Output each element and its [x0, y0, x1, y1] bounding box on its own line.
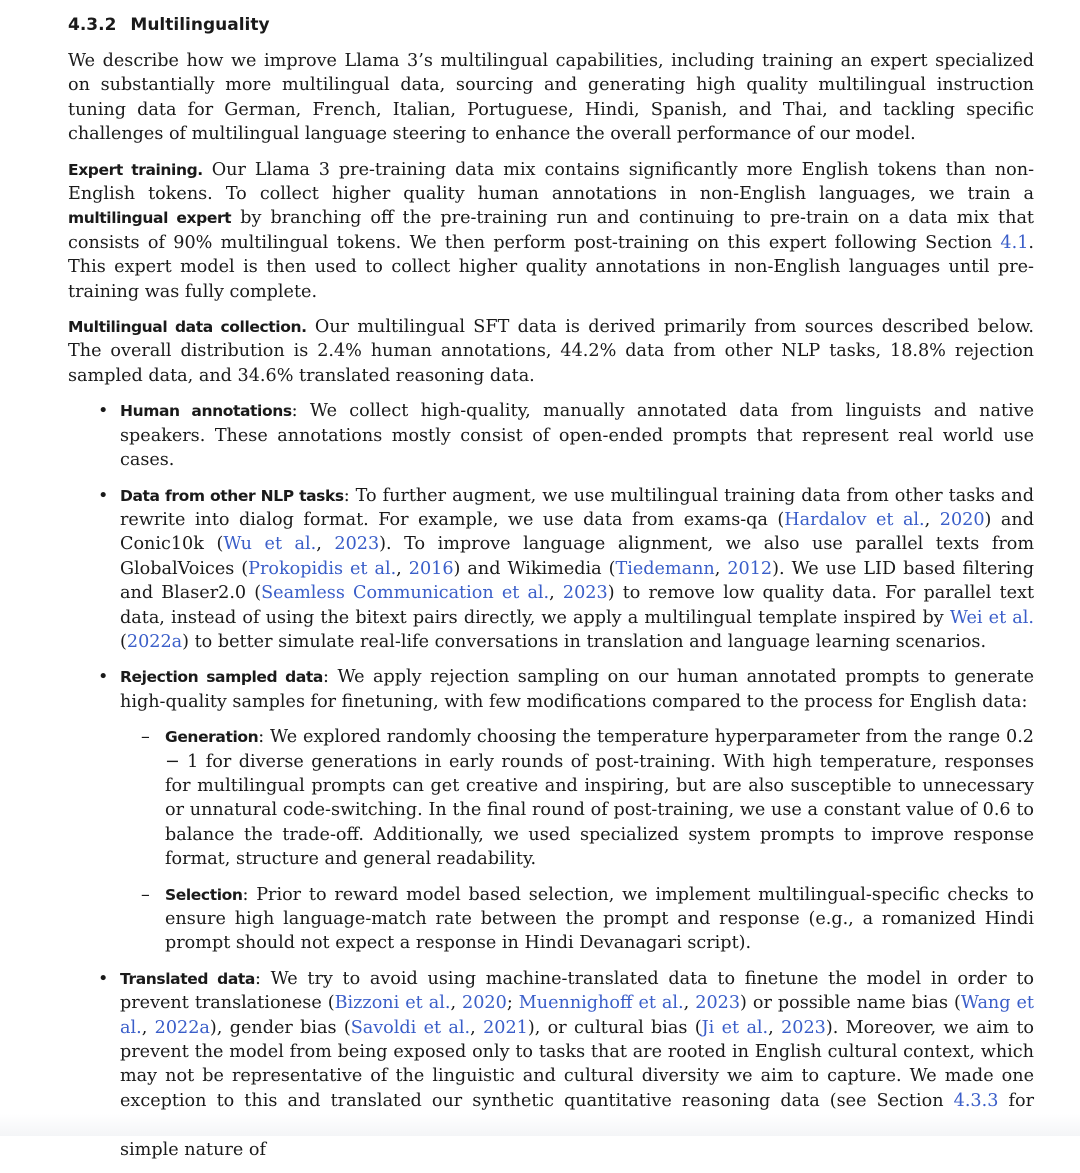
- citation-year-link[interactable]: 2021: [483, 1017, 528, 1038]
- sublist-item-selection: [141, 883, 1034, 956]
- translated-text: ). Moreover, we aim to prevent the model from being exposed only to tasks that are rooted in English cultural context, which may not be representative of the linguistic and cultural diversity we aim to capture. We made one exception to this and translated our synthetic quantitative reasoning data (see Section: [120, 1017, 1034, 1111]
- rejection-label: Rejection sampled data: [120, 668, 323, 687]
- rejection-sublist: [120, 725, 1034, 956]
- rejection-text: : We apply rejection sampling on our human annotated prompts to generate high-quality samples for finetuning, with few modifications compared to the process for English data:: [120, 667, 1034, 712]
- citation-link[interactable]: Savoldi et al.: [350, 1017, 471, 1038]
- paper-page: [68, 12, 1034, 1173]
- sublist-item-generation: [141, 725, 1034, 871]
- expert-training-text-2: by branching off the pre-training run and continuing to pre-train on a data mix that consists of 90% multilingual tokens. We then perform post-training on this expert following Section: [68, 208, 1034, 253]
- translated-text: for simple nature of: [120, 1090, 1035, 1160]
- dash-icon: –: [141, 727, 150, 748]
- citation-year-link[interactable]: 2016: [408, 558, 454, 579]
- bullet-icon: •: [98, 401, 109, 422]
- expert-training-paragraph: [68, 158, 1034, 304]
- section-ref-link[interactable]: 4.1: [1000, 232, 1029, 253]
- list-item-human-annotations: [98, 399, 1034, 472]
- citation-year-link[interactable]: 2012: [727, 558, 773, 579]
- expert-training-text-3: . This expert model is then used to collect higher quality annotations in non-English languages until pre-training was fully complete.: [68, 232, 1034, 302]
- citation-link[interactable]: Wei et al.: [949, 607, 1034, 628]
- human-annotations-label: Human annotations: [120, 402, 292, 421]
- citation-year-link[interactable]: 2020: [939, 509, 985, 530]
- translated-text: ), or cultural bias (: [527, 1017, 702, 1038]
- nlp-tasks-text: ). We use LID based filtering and Blaser2.0 (: [120, 558, 1034, 604]
- multilingual-expert-term: multilingual expert: [68, 209, 232, 228]
- list-item-rejection-sampled: [98, 665, 1034, 955]
- bottom-edge-shade: [0, 1114, 1080, 1136]
- citation-link[interactable]: Tiedemann: [615, 558, 715, 579]
- citation-link[interactable]: Bizzoni et al.: [334, 993, 451, 1014]
- list-item-nlp-tasks: • Data from other NLP tasks: To further augment, we use multilingual training data from other tasks and rewrite into dialog format. For example, we use data from exams-qa (Hardalov et al., 2020) and Conic10k (Wu et al., 2023). To improve language alignment, we also use parallel texts from GlobalVoices (Prokopidis et al., 2016) and Wikimedia (Tiedemann, 2012). We use LID based filtering and Blaser2.0 (Seamless Communication et al., 2023) to remove low quality data. For parallel text data, instead of using the bitext pairs directly, we apply a multilingual template inspired by Wei et al. (2022a) to better simulate real-life conversations in translation and language learning scenarios.: [98, 485, 1035, 652]
- data-collection-paragraph: [68, 315, 1034, 388]
- generation-text: : We explored randomly choosing the temperature hyperparameter from the range 0.2 − 1 for diverse generations in early rounds of post-training. With high temperature, responses for multilingual prompts can get creative and inspiring, but are also susceptible to unnecessary or unnatural code-switching. In the final round of post-training, we use a constant value of 0.6 to balance the trade-off. Additionally, we used specialized system prompts to improve response format, structure and general readability.: [165, 727, 1034, 870]
- citation-link[interactable]: Wu et al.: [223, 534, 317, 555]
- citation-year-link[interactable]: 2023: [334, 534, 380, 555]
- expert-training-text-1: Our Llama 3 pre-training data mix contains significantly more English tokens than non-English tokens. To collect higher quality human annotations in non-English languages, we train a: [68, 159, 1035, 205]
- citation-year-link[interactable]: 2023: [781, 1017, 826, 1038]
- citation-year-link[interactable]: 2023: [562, 583, 608, 604]
- citation-link[interactable]: Prokopidis et al.: [248, 558, 397, 579]
- citation-year-link[interactable]: 2023: [695, 993, 741, 1014]
- selection-label: Selection: [165, 885, 243, 904]
- bullet-icon: •: [98, 968, 109, 989]
- nlp-tasks-text: ) and Conic10k (: [120, 509, 1034, 555]
- citation-link[interactable]: Ji et al.: [701, 1017, 769, 1038]
- citation-link[interactable]: Wang et al.: [120, 993, 1035, 1038]
- data-collection-heading: Multilingual data collection.: [68, 318, 307, 337]
- citation-link[interactable]: Seamless Communication et al.: [261, 583, 550, 604]
- section-title: Multilinguality: [130, 15, 270, 35]
- expert-training-heading: Expert training.: [68, 160, 203, 179]
- nlp-tasks-text: ) to remove low quality data. For parallel text data, instead of using the bitext pairs directly, we apply a multilingual template inspired by: [120, 583, 1035, 628]
- nlp-tasks-text: ). To improve language alignment, we also use parallel texts from GlobalVoices (: [120, 534, 1035, 579]
- source-list: [68, 399, 1034, 1162]
- bullet-icon: •: [98, 667, 109, 688]
- citation-year-link[interactable]: 2022a: [126, 631, 183, 652]
- section-heading: [68, 12, 1034, 38]
- human-annotations-text: : We collect high-quality, manually annotated data from linguists and native speakers. These annotations mostly consist of open-ended prompts that represent real world use cases.: [120, 401, 1034, 471]
- section-ref-link[interactable]: 4.3.3: [953, 1090, 999, 1111]
- translated-label: Translated data: [120, 969, 255, 988]
- selection-text: : Prior to reward model based selection, we implement multilingual-specific checks to ensure high language-match rate between the prompt and response (e.g., a romanized Hindi prompt should not expect a response in Hindi Devanagari script).: [165, 884, 1034, 954]
- citation-link[interactable]: Muennighoff et al.: [518, 993, 684, 1014]
- section-number: 4.3.2: [68, 15, 117, 35]
- translated-text: ) or possible name bias (: [740, 993, 961, 1014]
- intro-paragraph: We describe how we improve Llama 3’s multilingual capabilities, including training an expert specialized on substantially more multilingual data, sourcing and generating high quality multilingual instruction tuning data for German, French, Italian, Portuguese, Hindi, Spanish, and Thai, and tackling specific challenges of multilingual language steering to enhance the overall performance of our model.: [68, 51, 1034, 145]
- translated-text: : We try to avoid using machine-translated data to finetune the model in order to prevent translationese (: [120, 968, 1034, 1014]
- data-collection-text: Our multilingual SFT data is derived primarily from sources described below. The overall distribution is 2.4% human annotations, 44.2% data from other NLP tasks, 18.8% rejection sampled data, and 34.6% translated reasoning data.: [68, 317, 1034, 386]
- citation-year-link[interactable]: 2022a: [154, 1017, 210, 1038]
- nlp-tasks-text: : To further augment, we use multilingual training data from other tasks and rewrite into dialog format. For example, we use data from exams-qa (: [120, 485, 1034, 530]
- citation-year-link[interactable]: 2020: [462, 993, 507, 1014]
- dash-icon: –: [141, 884, 150, 905]
- list-item-translated-data: • Translated data: We try to avoid using machine-translated data to finetune the model in order to prevent translationese (Bizzoni et al., 2020; Muennighoff et al., 2023) or possible name bias (Wang et al., 2022a), gender bias (Savoldi et al., 2021), or cultural bias (Ji et al., 2023). Moreover, we aim to prevent the model from being exposed only to tasks that are rooted in English cultural context, which may not be representative of the linguistic and cultural diversity we aim to capture. We made one exception to this and translated our synthetic quantitative reasoning data (see Section 4.3.3 for simple nature of: [98, 968, 1035, 1160]
- generation-label: Generation: [165, 728, 259, 747]
- nlp-tasks-label: Data from other NLP tasks: [120, 486, 344, 505]
- nlp-tasks-text: to better simulate real-life conversations in translation and language learning scenarios.: [194, 631, 987, 652]
- citation-link[interactable]: Hardalov et al.: [784, 509, 925, 530]
- nlp-tasks-text: ) and Wikimedia (: [453, 558, 616, 579]
- bullet-icon: •: [98, 485, 109, 506]
- translated-text: ), gender bias (: [209, 1017, 351, 1038]
